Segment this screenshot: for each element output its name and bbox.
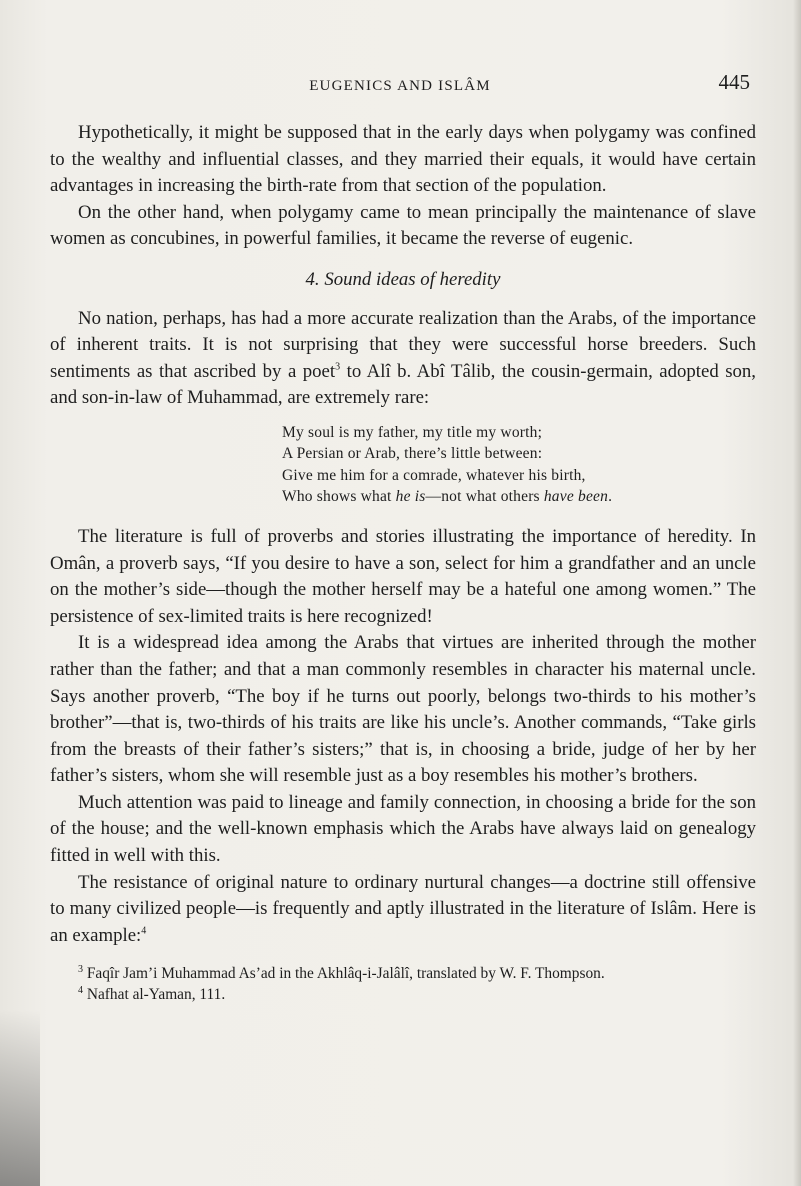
footnote-4: [50, 984, 756, 1005]
page-edge-shadow: [793, 0, 801, 1186]
paragraph-text: to Alî b. Abî Tâlib, the cousin-germain, adopted son, and son-in-law of Muhammad, are extremely rare:: [50, 360, 756, 409]
paragraph-maternal-inheritance: It is a widespread idea among the Arabs that virtues are inherited through the mother rather than the father; and that a man commonly resembles in character his maternal uncle. Says another proverb, “The boy if he turns out poorly, belongs two-thirds to his mother’s brother”—that is, two-thirds of his traits are like his uncle’s. Another commands, “Take girls from the breasts of their father’s sisters;” that is, in choosing a bride, judge of her by her father’s sisters, whom she will resemble just as a boy resembles his mother’s brothers.: [50, 632, 756, 787]
footnote-ref-3[interactable]: 3: [335, 361, 341, 373]
page-header: [50, 70, 750, 100]
body-text: [50, 120, 756, 1005]
paragraph-lineage: Much attention was paid to lineage and family connection, in choosing a bride for the son of the house; and the well-known emphasis which the Arabs have always laid on genealogy fitted in well with this.: [50, 791, 756, 867]
verse-text: .: [608, 488, 613, 506]
footnotes: [50, 963, 756, 1005]
verse-line-2: A Persian or Arab, there’s little between:: [282, 445, 543, 463]
verse-line-1: My soul is my father, my title my worth;: [282, 423, 543, 441]
paragraph-text: The resistance of original nature to ordinary nurtural changes—a doctrine still offensive to many civilized people—is frequently and aptly illustrated in the literature of Islâm. Here is an example:: [50, 871, 756, 946]
verse-emphasis: have been: [543, 488, 609, 506]
section-heading: 4. Sound ideas of heredity: [305, 268, 501, 290]
page-corner-shadow: [0, 1010, 40, 1186]
verse-text: —not what others: [425, 488, 544, 506]
verse-text: Who shows what: [282, 488, 396, 506]
verse-emphasis: he: [395, 488, 411, 506]
footnote-text: Nafhat al-Yaman, 111.: [83, 986, 226, 1004]
paragraph-polygamy-hypothesis: Hypothetically, it might be supposed that in the early days when polygamy was confined to the wealthy and influential classes, and they married their equals, it would have certain advantages in increasing the birth-rate from that section of the population.: [50, 122, 756, 197]
poem-quote: [282, 422, 756, 508]
footnote-mark: 4: [78, 985, 83, 997]
paragraph-proverbs: The literature is full of proverbs and stories illustrating the importance of heredity. In Omân, a proverb says, “If you desire to have a son, select for him a grandfather and an uncle on the mother’s side—though the mother herself may be a hateful one among women.” The persistence of sex-limited traits is here recognized!: [50, 525, 756, 627]
footnote-text: Faqîr Jam’i Muhammad As’ad in the Akhlâq-i-Jalâlî, translated by W. F. Thompson.: [83, 965, 605, 983]
verse-emphasis: is: [414, 488, 426, 506]
page-number: 445: [718, 70, 750, 94]
running-head: EUGENICS AND ISLÂM: [309, 78, 491, 94]
paragraph-arabs-heredity: [50, 306, 756, 412]
verse-line-4: [282, 486, 756, 508]
footnote-ref-4[interactable]: 4: [141, 925, 147, 937]
verse-line-3: Give me him for a comrade, whatever his birth,: [282, 466, 586, 484]
paragraph-original-nature: [50, 870, 756, 950]
footnote-mark: 3: [78, 964, 83, 976]
paragraph-text: No nation, perhaps, has had a more accurate realization than the Arabs, of the importance of inherent traits. It is not surprising that they were successful horse breeders. Such sentiments as that ascribed by a poet: [50, 307, 756, 382]
footnote-3: [50, 963, 756, 984]
paragraph-polygamy-concubines: On the other hand, when polygamy came to mean principally the maintenance of slave women as concubines, in powerful families, it became the reverse of eugenic.: [50, 201, 756, 250]
